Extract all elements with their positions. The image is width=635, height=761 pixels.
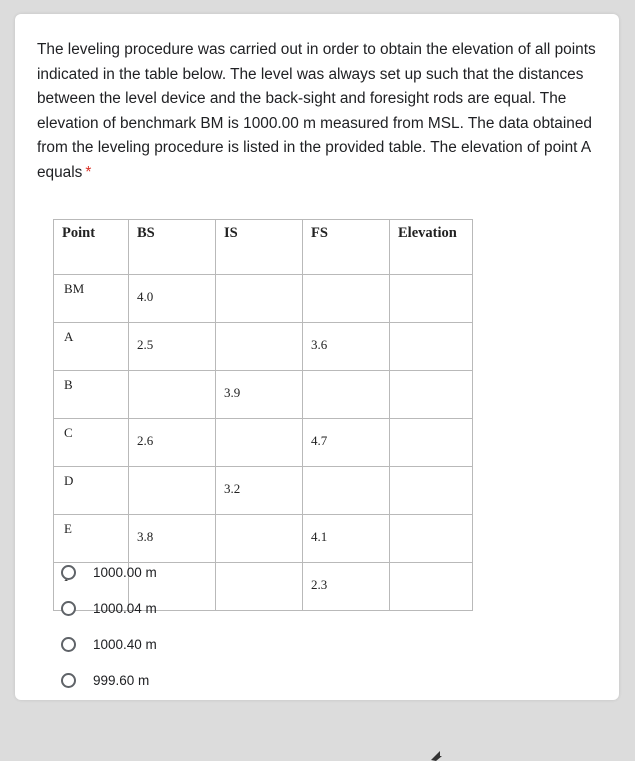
cell-point: B [54, 371, 129, 419]
header-fs: FS [303, 220, 390, 275]
radio-button[interactable] [61, 565, 76, 580]
cell-point: C [54, 419, 129, 467]
radio-button[interactable] [61, 673, 76, 688]
cell-is [216, 323, 303, 371]
table-row [54, 275, 473, 323]
header-point: Point [54, 220, 129, 275]
option-999-60[interactable] [61, 662, 157, 698]
question-card [15, 14, 619, 700]
question-body: The leveling procedure was carried out in order to obtain the elevation of all points indicated in the table below. The level was always set up such that the distances between the level device and the back-sight and foresight rods are equal. The elevation of benchmark BM is 1000.00 m measured from MSL. The data obtained from the leveling procedure is listed in the provided table. The elevation of point A equals [37, 41, 596, 181]
table-row [54, 371, 473, 419]
cell-fs: 3.6 [303, 323, 390, 371]
required-asterisk: * [85, 163, 92, 181]
cell-bs: 4.0 [129, 275, 216, 323]
cell-is: 3.2 [216, 467, 303, 515]
cell-bs: 3.8 [129, 515, 216, 563]
question-text [37, 38, 607, 185]
header-bs: BS [129, 220, 216, 275]
cell-fs: 4.1 [303, 515, 390, 563]
cell-point: E [54, 515, 129, 563]
radio-button[interactable] [61, 601, 76, 616]
cell-point: A [54, 323, 129, 371]
cell-fs [303, 371, 390, 419]
cell-bs [129, 467, 216, 515]
table-header-row [54, 220, 473, 275]
option-label: 1000.40 m [93, 636, 157, 652]
cell-elevation [390, 323, 473, 371]
cell-bs: 2.6 [129, 419, 216, 467]
cell-bs: 2.5 [129, 323, 216, 371]
option-label: 999.60 m [93, 672, 150, 688]
cell-elevation [390, 275, 473, 323]
mouse-pointer-icon [431, 749, 443, 761]
cell-fs: 4.7 [303, 419, 390, 467]
cell-is [216, 563, 303, 611]
cell-elevation [390, 563, 473, 611]
option-1000-04[interactable] [61, 590, 157, 626]
cell-elevation [390, 371, 473, 419]
cell-fs [303, 467, 390, 515]
table-row [54, 467, 473, 515]
option-label: 1000.00 m [93, 564, 157, 580]
cell-elevation [390, 467, 473, 515]
option-1000-00[interactable] [61, 554, 157, 590]
table-row [54, 419, 473, 467]
radio-button[interactable] [61, 637, 76, 652]
cell-point: BM [54, 275, 129, 323]
cell-is [216, 275, 303, 323]
table-row [54, 323, 473, 371]
cell-point: D [54, 467, 129, 515]
cell-is [216, 515, 303, 563]
cell-elevation [390, 515, 473, 563]
cell-fs: 2.3 [303, 563, 390, 611]
cell-is [216, 419, 303, 467]
cell-fs [303, 275, 390, 323]
header-elevation: Elevation [390, 220, 473, 275]
option-label: 1000.04 m [93, 600, 157, 616]
cell-bs [129, 371, 216, 419]
cell-elevation [390, 419, 473, 467]
leveling-table-image [53, 219, 493, 611]
answer-options [61, 554, 157, 698]
cell-is: 3.9 [216, 371, 303, 419]
leveling-table [53, 219, 473, 611]
option-1000-40[interactable] [61, 626, 157, 662]
header-is: IS [216, 220, 303, 275]
